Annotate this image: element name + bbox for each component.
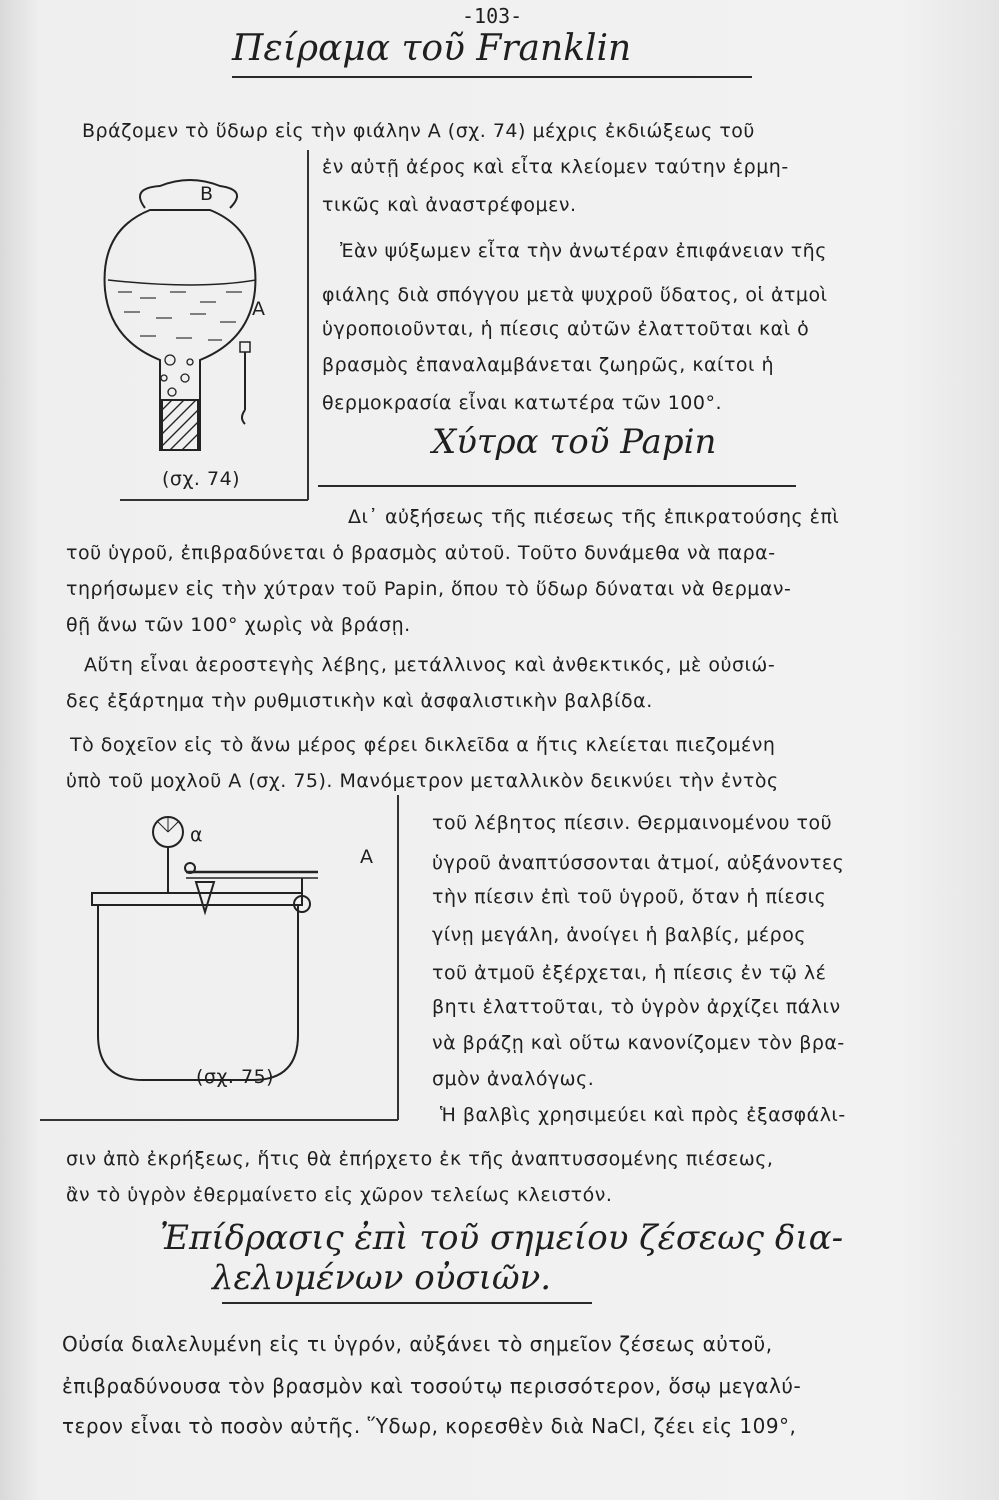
text-line: ἐπιβραδύνουσα τὸν βρασμὸν καὶ τοσούτῳ περισσότερον, ὅσῳ μεγαλύ- [62,1374,802,1398]
title-papin: Χύτρα τοῦ Papin [432,422,717,462]
figure-74-label-a: A [252,298,266,320]
text-line: σμὸν ἀναλόγως. [432,1068,595,1090]
text-line: ὑγροποιοῦνται, ἡ πίεσις αὐτῶν ἐλαττοῦται καὶ ὁ [322,318,810,340]
text-line: Οὐσία διαλελυμένη εἰς τι ὑγρόν, αὐξάνει τὸ σημεῖον ζέσεως αὐτοῦ, [62,1332,773,1356]
figure-74-caption: (σχ. 74) [162,468,241,490]
text-line: τὴν πίεσιν ἐπὶ τοῦ ὑγροῦ, ὅταν ἡ πίεσις [432,886,827,908]
text-line: θῇ ἄνω τῶν 100° χωρὶς νὰ βράσῃ. [66,614,411,636]
text-line: γίνῃ μεγάλη, ἀνοίγει ἡ βαλβίς, μέρος [432,924,806,946]
text-line: ἐν αὐτῇ ἀέρος καὶ εἶτα κλείομεν ταύτην ἑρμη- [322,156,789,178]
text-line: νὰ βράζῃ καὶ οὕτω κανονίζομεν τὸν βρα- [432,1032,845,1054]
figure-75-label-a: A [360,846,374,868]
text-line: τικῶς καὶ ἀναστρέφομεν. [322,194,577,216]
text-line: φιάλης διὰ σπόγγου μετὰ ψυχροῦ ὕδατος, οἱ ἀτμοὶ [322,284,828,306]
text-line: Βράζομεν τὸ ὕδωρ εἰς τὴν φιάλην Α (σχ. 74) μέχρις ἐκδιώξεως τοῦ [82,120,755,142]
text-line: ὑγροῦ ἀναπτύσσονται ἀτμοί, αὐξάνοντες [432,852,845,874]
text-line: ἂν τὸ ὑγρὸν ἐθερμαίνετο εἰς χῶρον τελείως κλειστόν. [66,1184,613,1206]
text-line: θερμοκρασία εἶναι κατωτέρα τῶν 100°. [322,392,723,414]
text-line: τοῦ ἀτμοῦ ἐξέρχεται, ἡ πίεσις ἐν τῷ λέ [432,962,827,984]
text-line: δες ἐξάρτημα τὴν ρυθμιστικὴν καὶ ἀσφαλιστικὴν βαλβίδα. [66,690,653,712]
figure-75-label-alpha: α [190,824,204,846]
title-influence-line-2: λελυμένων οὐσιῶν. [212,1258,552,1298]
text-line: Δι᾽ αὐξήσεως τῆς πιέσεως τῆς ἐπικρατούσης ἐπὶ [348,506,840,528]
text-line: Τὸ δοχεῖον εἰς τὸ ἄνω μέρος φέρει δικλεῖδα α ἥτις κλείεται πιεζομένη [70,734,776,756]
text-line: βρασμὸς ἐπαναλαμβάνεται ζωηρῶς, καίτοι ἡ [322,354,775,376]
text-line: σιν ἀπὸ ἐκρήξεως, ἥτις θὰ ἐπήρχετο ἐκ τῆς ἀναπτυσσομένης πιέσεως, [66,1148,774,1170]
text-line: βητι ἐλαττοῦται, τὸ ὑγρὸν ἀρχίζει πάλιν [432,996,841,1018]
text-line: Ἡ βαλβὶς χρησιμεύει καὶ πρὸς ἐξασφάλι- [440,1104,846,1126]
text-line: ὑπὸ τοῦ μοχλοῦ Α (σχ. 75). Μανόμετρον μεταλλικὸν δεικνύει τὴν ἐντὸς [66,770,779,792]
text-line: τηρήσωμεν εἰς τὴν χύτραν τοῦ Papin, ὅπου τὸ ὕδωρ δύναται νὰ θερμαν- [66,578,792,600]
title-influence-line-1: Ἐπίδρασις ἐπὶ τοῦ σημείου ζέσεως δια- [160,1218,844,1258]
figure-75-caption: (σχ. 75) [196,1066,275,1088]
text-line: Αὕτη εἶναι ἀεροστεγὴς λέβης, μετάλλινος καὶ ἀνθεκτικός, μὲ οὐσιώ- [84,654,776,676]
text-line: τοῦ λέβητος πίεσιν. Θερμαινομένου τοῦ [432,812,833,834]
text-line: τερον εἶναι τὸ ποσὸν αὐτῆς. Ὕδωρ, κορεσθὲν διὰ NaCl, ζέει εἰς 109°, [62,1414,797,1438]
figure-74-label-b: B [200,183,214,205]
text-line: Ἐὰν ψύξωμεν εἶτα τὴν ἀνωτέραν ἐπιφάνειαν τῆς [340,240,827,262]
text-line: τοῦ ὑγροῦ, ἐπιβραδύνεται ὁ βρασμὸς αὐτοῦ. Τοῦτο δυνάμεθα νὰ παρα- [66,542,776,564]
title-underline [222,1302,592,1304]
page-number: -103- [462,4,523,28]
title-underline [318,485,796,487]
title-franklin: Πείραμα τοῦ Franklin [232,28,632,69]
